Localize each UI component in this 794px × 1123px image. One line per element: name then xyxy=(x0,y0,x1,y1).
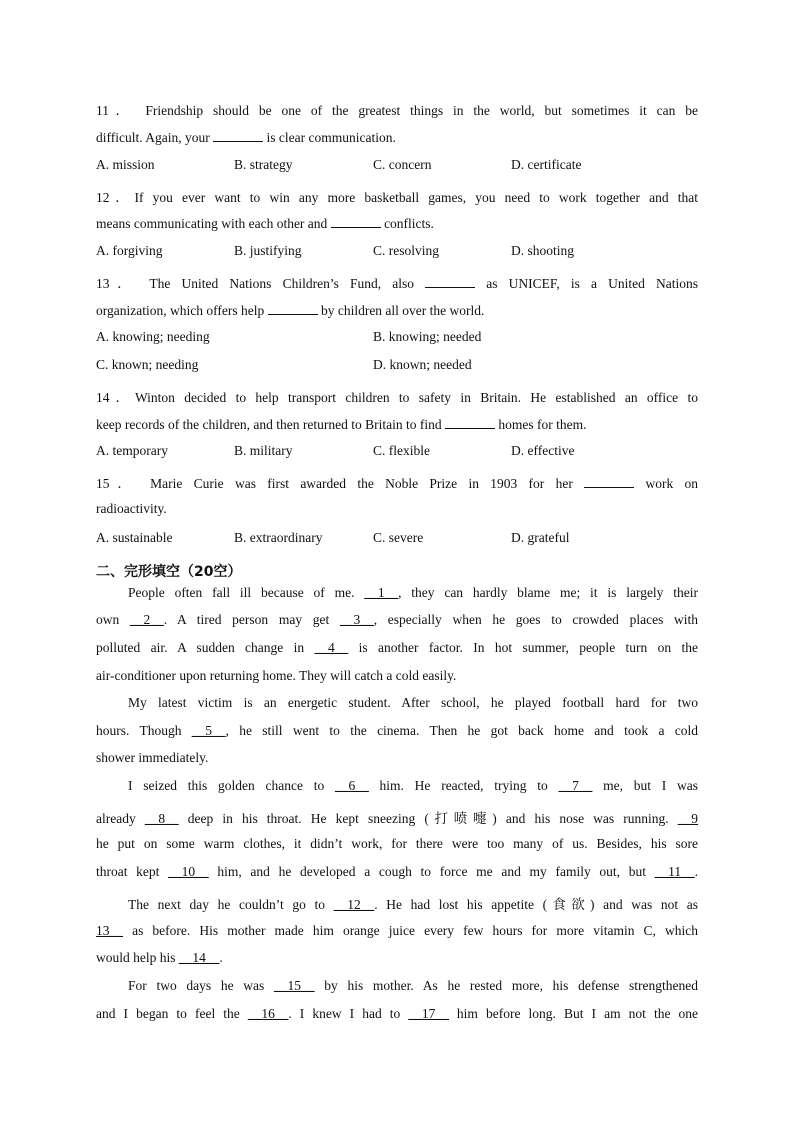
cloze-blank-13: 13__ xyxy=(96,923,123,938)
q15-option-d: D. grateful xyxy=(511,530,570,545)
cloze-p5-line1 xyxy=(128,978,698,994)
cloze-blank-16: __16__ xyxy=(247,1006,289,1021)
q11-line2 xyxy=(96,129,698,146)
q13-line2 xyxy=(96,302,698,319)
q14-option-b: B. military xyxy=(234,443,293,458)
q15-line1 xyxy=(96,472,698,492)
cloze-text: me, but I was xyxy=(603,778,698,793)
cloze-text: by his mother. As he rested more, his defense strengthened xyxy=(324,978,699,993)
cloze-p2-line3: shower immediately. xyxy=(96,750,209,765)
q11-text-a: difficult. Again, your xyxy=(96,130,210,145)
cloze-blank-3: __3__ xyxy=(339,612,374,627)
cloze-text: The next day he couldn’t go to xyxy=(128,897,326,912)
q13-line1 xyxy=(96,272,698,292)
q13-option-c: C. known; needing xyxy=(96,357,199,372)
q14-line1: 14．Winton decided to help transport children to safety in Britain. He established an office to xyxy=(96,390,698,405)
cloze-text: People often fall ill because of me. xyxy=(128,585,355,600)
q11-option-a: A. mission xyxy=(96,157,155,172)
cloze-p2-line2 xyxy=(96,723,698,739)
cloze-text: deep in his throat. He kept sneezing (打喷嚏) and his nose was running. xyxy=(187,811,669,826)
cloze-blank-14: __14__ xyxy=(178,950,220,965)
cloze-p4-line3 xyxy=(96,950,698,966)
q11-text-b: is clear communication. xyxy=(266,130,396,145)
cloze-p3-line4 xyxy=(96,864,698,880)
cloze-p4-line2 xyxy=(96,923,698,939)
cloze-text: , especially when he goes to crowded places with xyxy=(373,612,699,627)
cloze-text: would help his xyxy=(96,950,176,965)
cloze-p3-line1 xyxy=(128,778,698,794)
q13-option-b: B. knowing; needed xyxy=(373,329,482,344)
cloze-text: own xyxy=(96,612,120,627)
cloze-p3-line2 xyxy=(96,807,698,827)
cloze-blank-17: __17__ xyxy=(408,1006,449,1021)
cloze-text: . A tired person may get xyxy=(163,612,330,627)
cloze-text: . I knew I had to xyxy=(288,1006,401,1021)
q12-line1: 12．If you ever want to win any more basketball games, you need to work together and that xyxy=(96,190,698,205)
q13-text-c: organization, which offers help xyxy=(96,303,265,318)
q12-line2 xyxy=(96,215,698,232)
cloze-p4-line1 xyxy=(128,893,698,913)
cloze-blank-7: __7__ xyxy=(558,778,593,793)
cloze-text: as before. His mother made him orange juice every few hours for more vitamin C, which xyxy=(132,923,698,938)
q14-blank xyxy=(445,416,495,429)
q12-option-c: C. resolving xyxy=(373,243,439,258)
cloze-blank-4: __4__ xyxy=(314,640,349,655)
q13-text-b: as UNICEF, is a United Nations xyxy=(486,276,698,291)
cloze-text: already xyxy=(96,811,136,826)
q12-option-d: D. shooting xyxy=(511,243,575,258)
cloze-text: him, and he developed a cough to force me and my family out, but xyxy=(217,864,646,879)
cloze-text: him. He reacted, trying to xyxy=(379,778,548,793)
cloze-p2-line1: My latest victim is an energetic student. After school, he played football hard for two xyxy=(128,695,698,710)
q12-option-b: B. justifying xyxy=(234,243,302,258)
cloze-text: is another factor. In hot summer, people turn on the xyxy=(358,640,698,655)
q12-text-a: means communicating with each other and xyxy=(96,216,328,231)
cloze-text: , he still went to the cinema. Then he got back home and took a cold xyxy=(225,723,698,738)
q15-option-a: A. sustainable xyxy=(96,530,173,545)
cloze-blank-11: __11__ xyxy=(654,864,695,879)
cloze-text: . xyxy=(219,950,223,965)
q14-text-b: homes for them. xyxy=(498,417,587,432)
cloze-p1-line4: air-conditioner upon returning home. They will catch a cold easily. xyxy=(96,668,457,683)
q12-option-a: A. forgiving xyxy=(96,243,163,258)
cloze-blank-5: __5__ xyxy=(191,723,226,738)
q13-option-a: A. knowing; needing xyxy=(96,329,210,344)
cloze-blank-8: __8__ xyxy=(144,811,179,826)
cloze-text: polluted air. A sudden change in xyxy=(96,640,305,655)
q11-option-b: B. strategy xyxy=(234,157,293,172)
cloze-text: him before long. But I am not the one xyxy=(456,1006,699,1021)
q12-blank xyxy=(331,215,381,228)
q15-option-b: B. extraordinary xyxy=(234,530,323,545)
cloze-p1-line3 xyxy=(96,640,698,656)
q14-text-a: keep records of the children, and then returned to Britain to find xyxy=(96,417,442,432)
cloze-blank-10: __10__ xyxy=(168,864,209,879)
cloze-text: hours. Though xyxy=(96,723,182,738)
cloze-blank-15: __15__ xyxy=(274,978,315,993)
cloze-text: . xyxy=(694,864,699,879)
q13-text-a: 13． The United Nations Children’s Fund, also xyxy=(96,276,414,291)
cloze-p5-line2 xyxy=(96,1006,698,1022)
q15-text-a: 15． Marie Curie was first awarded the Noble Prize in 1903 for her xyxy=(96,476,573,491)
q14-line2 xyxy=(96,416,698,433)
cloze-blank-12: __12__ xyxy=(333,897,375,912)
cloze-blank-9: __9 xyxy=(677,811,699,826)
cloze-text: and I began to feel the xyxy=(96,1006,240,1021)
q11-blank xyxy=(213,129,263,142)
q11-option-d: D. certificate xyxy=(511,157,582,172)
cloze-p3-line3: he put on some warm clothes, it didn’t work, for there were too many of us. Besides, his sore xyxy=(96,836,698,851)
cloze-text: . He had lost his appetite (食欲) and was not as xyxy=(374,897,699,912)
q14-option-d: D. effective xyxy=(511,443,575,458)
cloze-p1-line2 xyxy=(96,612,698,628)
q11-line1: 11． Friendship should be one of the greatest things in the world, but sometimes it can be xyxy=(96,103,698,118)
q13-blank-2 xyxy=(268,302,318,315)
cloze-text: For two days he was xyxy=(128,978,265,993)
cloze-blank-1: __1__ xyxy=(364,585,399,600)
q15-line2: radioactivity. xyxy=(96,501,167,516)
q15-blank xyxy=(584,475,634,488)
q11-option-c: C. concern xyxy=(373,157,432,172)
cloze-text: , they can hardly blame me; it is largely their xyxy=(398,585,698,600)
q13-text-d: by children all over the world. xyxy=(320,303,485,318)
q13-option-d: D. known; needed xyxy=(373,357,472,372)
q13-blank-1 xyxy=(425,275,475,288)
q12-text-b: conflicts. xyxy=(384,216,434,231)
cloze-text: throat kept xyxy=(96,864,160,879)
cloze-text: I seized this golden chance to xyxy=(128,778,325,793)
cloze-p1-line1 xyxy=(128,585,698,601)
q14-option-a: A. temporary xyxy=(96,443,168,458)
q15-text-b: work on xyxy=(645,476,699,491)
cloze-blank-2: __2__ xyxy=(129,612,164,627)
section-title: 二、完形填空（20空） xyxy=(96,564,242,580)
q15-option-c: C. severe xyxy=(373,530,424,545)
cloze-blank-6: __6__ xyxy=(335,778,369,793)
q14-option-c: C. flexible xyxy=(373,443,430,458)
